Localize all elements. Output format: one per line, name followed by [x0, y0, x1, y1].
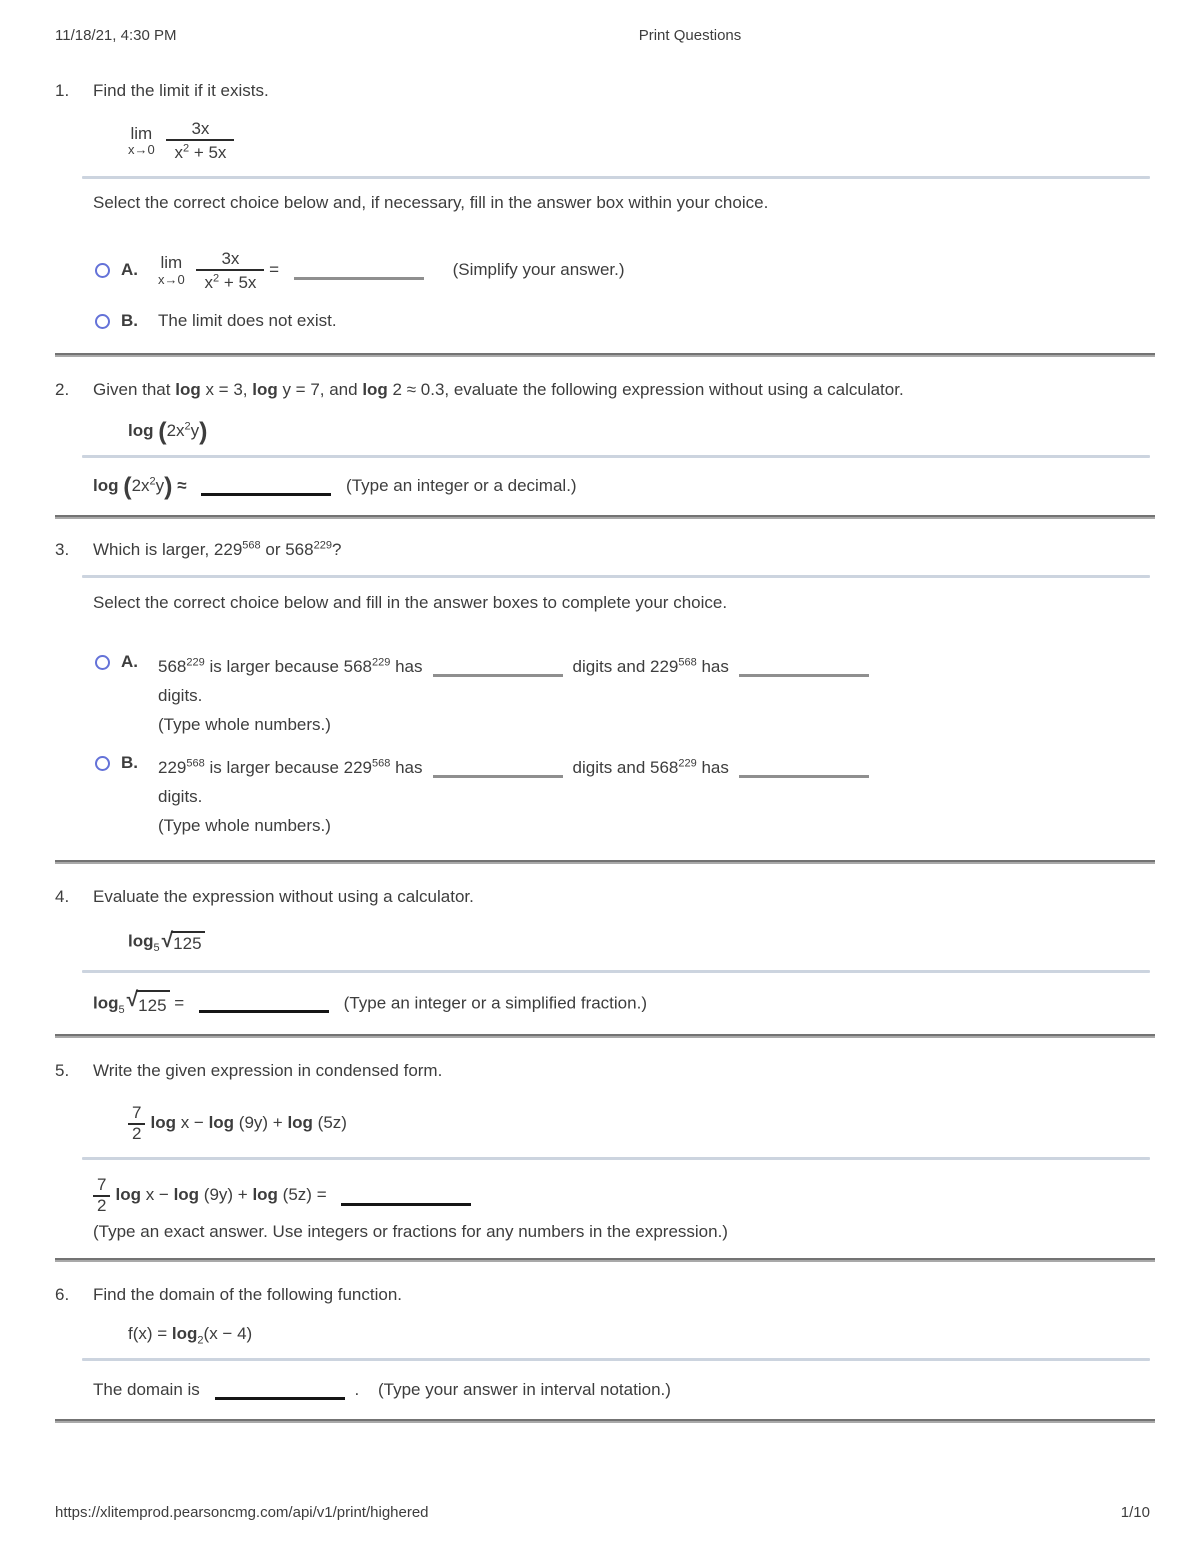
- limit-operator: lim x→0: [128, 123, 155, 158]
- answer-section-divider: [82, 1358, 1150, 1361]
- answer-prefix: The domain is: [93, 1379, 200, 1399]
- q1-choice-a-body: [158, 248, 625, 294]
- radio-button[interactable]: [95, 314, 110, 329]
- answer-format-note: (Simplify your answer.): [452, 259, 625, 279]
- open-paren: (: [123, 472, 132, 501]
- limit-subscript: x→0: [158, 271, 185, 287]
- q1-instruction: Select the correct choice below and, if necessary, fill in the answer box within your choice.: [93, 192, 769, 212]
- fraction: $\frac{7}{2}$: [93, 1176, 110, 1215]
- question-divider: [55, 1419, 1155, 1423]
- radical-icon: √: [126, 988, 139, 1011]
- open-paren: (: [158, 417, 167, 446]
- q1-choice-b-text: The limit does not exist.: [158, 311, 337, 330]
- question-number: 2.: [55, 380, 70, 399]
- q1-choice-a[interactable]: [95, 248, 1150, 294]
- answer-section-divider: [82, 455, 1150, 458]
- answer-section-divider: [82, 970, 1150, 973]
- answer-blank[interactable]: [739, 662, 869, 677]
- answer-format-note: (Type whole numbers.): [158, 816, 331, 835]
- answer-format-note: (Type an integer or a decimal.): [346, 476, 577, 495]
- question-1: [55, 80, 1150, 333]
- question-stem: Find the domain of the following function.: [93, 1284, 403, 1304]
- answer-blank[interactable]: [215, 1385, 345, 1400]
- q3-choice-b-body: $229^{568}$ is larger because $229^{568}$ has digits and $568^{229}$ has digits. (Type whole numbers.): [158, 753, 879, 840]
- question-5: [55, 1060, 1150, 1244]
- q3-choice-b[interactable]: [95, 753, 1150, 840]
- q3-instruction: Select the correct choice below and fill in the answer boxes to complete your choice.: [93, 593, 728, 612]
- answer-blank[interactable]: [201, 481, 331, 496]
- page-title: Print Questions: [638, 27, 742, 44]
- question-stem: Write the given expression in condensed form.: [93, 1061, 443, 1080]
- close-paren: ): [164, 472, 173, 501]
- fraction: [166, 118, 234, 164]
- question-2: [55, 379, 1150, 499]
- limit-subscript: x→0: [128, 142, 155, 158]
- radical-icon: √: [161, 929, 174, 952]
- question-divider: [55, 353, 1155, 357]
- answer-section-divider: [82, 575, 1150, 578]
- radio-button[interactable]: [95, 756, 110, 771]
- question-divider: [55, 515, 1155, 519]
- q5-answer-row: $\frac{7}{2}$ log x − log (9y) + log (5z) =: [93, 1176, 1150, 1215]
- answer-format-note: (Type your answer in interval notation.): [377, 1379, 671, 1399]
- question-divider: [55, 1258, 1155, 1262]
- question-stem: Which is larger, $229^{568}$ or $568^{229}$?: [93, 539, 342, 559]
- radio-button[interactable]: [95, 263, 110, 278]
- q6-function-expression: $f(x) = \log_2(x - 4)$: [128, 1323, 253, 1347]
- question-number: 5.: [55, 1061, 70, 1080]
- footer-url: https://xlitemprod.pearsoncmg.com/api/v1/print/highered: [55, 1504, 429, 1521]
- q1-limit-expression: [128, 118, 1150, 164]
- q4-answer-row: $\log_5$ √ 125 = (Type an integer or a simplified fraction.): [93, 989, 1150, 1019]
- question-4: [55, 886, 1150, 1019]
- q3-choice-b-line2: digits.: [158, 787, 203, 806]
- close-paren: ): [199, 417, 208, 446]
- equals-sign: =: [316, 1185, 327, 1205]
- question-stem: Given that log x = 3, log y = 7, and log 2 ≈ 0.3, evaluate the following expression without using a calculator.: [93, 380, 904, 399]
- q2-answer-row: $\log (2x^2y)$ ≈ (Type an integer or a decimal.): [93, 472, 577, 501]
- answer-format-note: (Type whole numbers.): [158, 715, 331, 734]
- answer-blank[interactable]: [433, 763, 563, 778]
- q4-log-expression: $\log_5$ √ 125: [128, 930, 1150, 954]
- square-root: √ 125: [162, 930, 205, 954]
- header-datetime: 11/18/21, 4:30 PM: [55, 27, 177, 44]
- fraction-denominator: $x^2 + 5x$: [196, 269, 264, 293]
- fraction-denominator: $x^2 + 5x$: [166, 139, 234, 163]
- answer-blank[interactable]: [294, 265, 424, 280]
- answer-format-note: (Type an exact answer. Use integers or fractions for any numbers in the expression.): [93, 1221, 728, 1241]
- question-divider: [55, 860, 1155, 864]
- q2-log-expression: $\log (2x^2y)$: [128, 417, 208, 446]
- limit-operator: lim x→0: [158, 253, 185, 287]
- answer-section-divider: [82, 176, 1150, 179]
- answer-blank[interactable]: [199, 998, 329, 1013]
- question-3: [55, 539, 1150, 840]
- choice-label: A.: [121, 652, 138, 671]
- question-stem: Find the limit if it exists.: [93, 81, 269, 100]
- choice-label: B.: [121, 311, 138, 330]
- question-number: 1.: [55, 81, 70, 100]
- question-number: 4.: [55, 887, 70, 906]
- answer-section-divider: [82, 1157, 1150, 1160]
- equals-sign: =: [269, 259, 280, 279]
- fraction-numerator: 3x: [221, 248, 240, 268]
- q5-expression: $\frac{7}{2}$ log x − log (9y) + log (5z): [128, 1104, 1150, 1143]
- answer-blank[interactable]: [341, 1191, 471, 1206]
- approx-sign: ≈: [177, 476, 187, 495]
- q3-choice-a-line2: digits.: [158, 686, 203, 705]
- question-divider: [55, 1034, 1155, 1038]
- radio-button[interactable]: [95, 655, 110, 670]
- fraction-numerator: 3x: [191, 119, 210, 138]
- question-number: 3.: [55, 540, 70, 559]
- q3-choice-a[interactable]: [95, 652, 1150, 739]
- footer-page-number: 1/10: [1120, 1504, 1150, 1521]
- fraction: [196, 248, 264, 294]
- equals-sign: =: [174, 993, 185, 1013]
- question-6: [55, 1284, 1150, 1403]
- answer-blank[interactable]: [433, 662, 563, 677]
- q1-choice-b[interactable]: [95, 309, 1150, 333]
- period: .: [354, 1379, 360, 1399]
- question-number: 6.: [55, 1284, 70, 1304]
- q6-answer-row: [93, 1377, 1150, 1403]
- answer-blank[interactable]: [739, 763, 869, 778]
- question-stem: Evaluate the expression without using a calculator.: [93, 887, 474, 906]
- choice-label: B.: [121, 753, 138, 772]
- fraction: $\frac{7}{2}$: [128, 1104, 145, 1143]
- choice-label: A.: [121, 260, 138, 280]
- q3-choice-a-body: $568^{229}$ is larger because $568^{229}$ has digits and $229^{568}$ has digits. (Type whole numbers.): [158, 652, 879, 739]
- square-root: √ 125: [127, 989, 170, 1019]
- answer-format-note: (Type an integer or a simplified fraction.): [343, 993, 647, 1013]
